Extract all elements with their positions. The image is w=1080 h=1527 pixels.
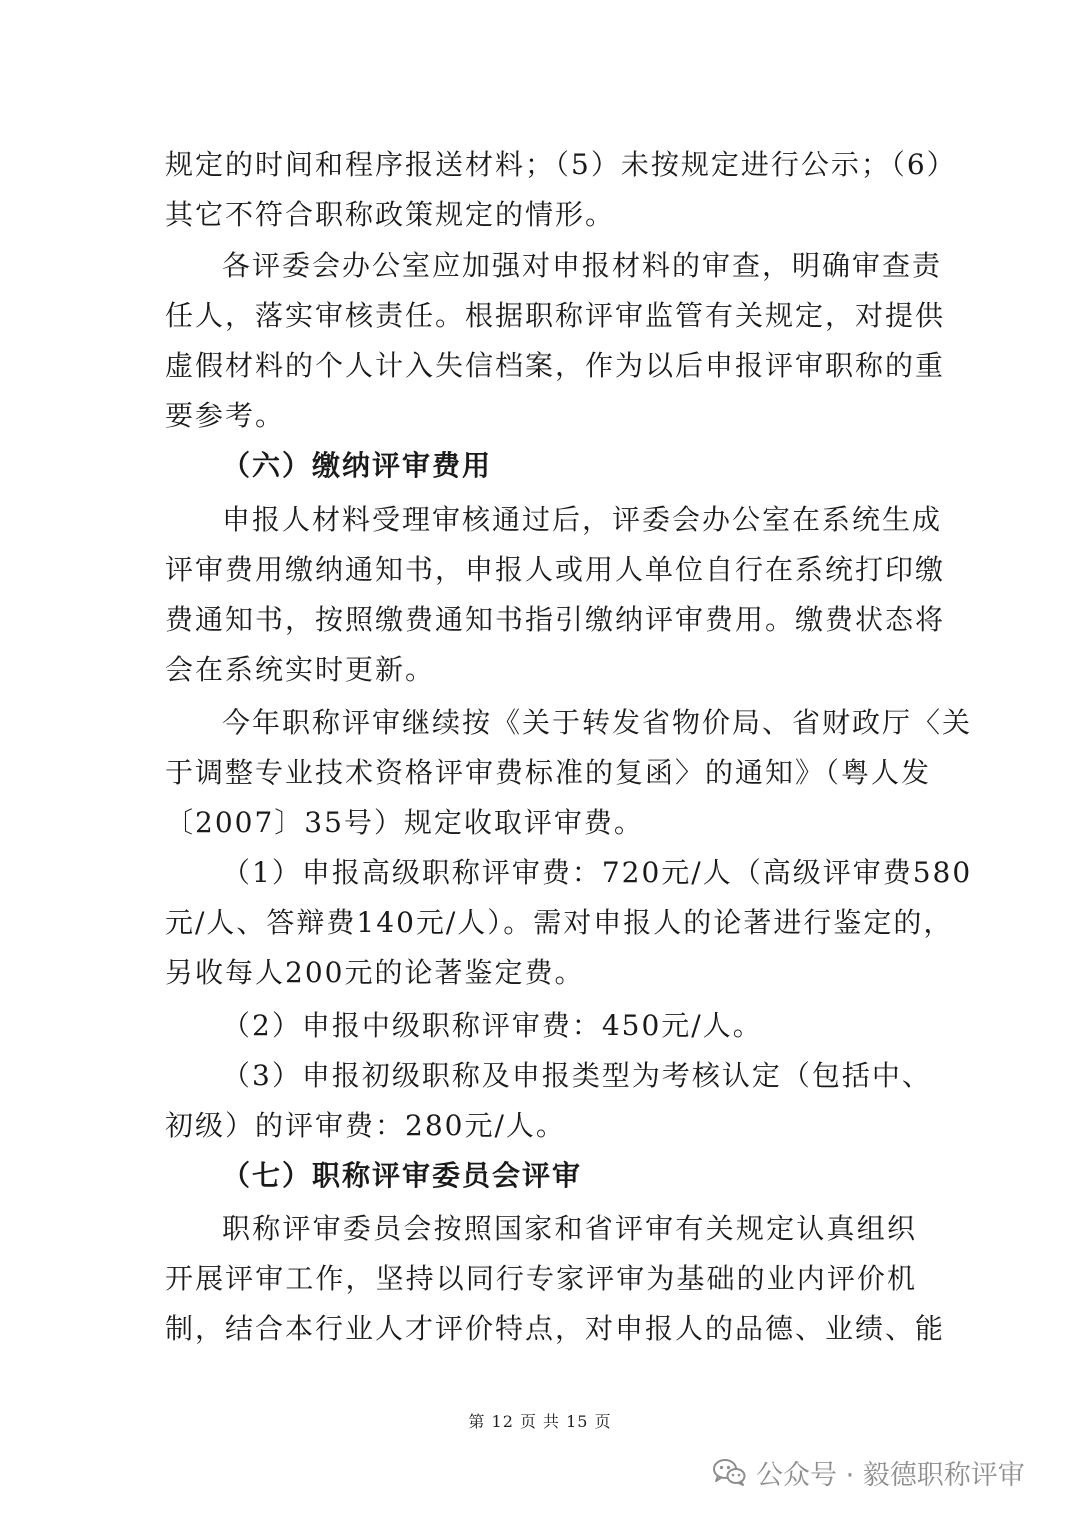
body-line: 初级）的评审费：280元/人。	[165, 1109, 566, 1142]
body-line: 规定的时间和程序报送材料；（5）未按规定进行公示；（6）	[165, 148, 957, 181]
section-heading-6: （六）缴纳评审费用	[222, 449, 493, 482]
fee-item-1: （1）申报高级职称评审费：720元/人（高级评审费580	[222, 856, 973, 889]
body-line: 要参考。	[165, 399, 286, 432]
body-line: 会在系统实时更新。	[165, 653, 436, 686]
body-line: 职称评审委员会按照国家和省评审有关规定认真组织	[222, 1212, 917, 1245]
body-line: 另收每人200元的论著鉴定费。	[165, 956, 585, 989]
body-line: 任人，落实审核责任。根据职称评审监管有关规定，对提供	[165, 299, 946, 332]
body-line: 开展评审工作，坚持以同行专家评审为基础的业内评价机	[165, 1262, 917, 1295]
section-heading-7: （七）职称评审委员会评审	[222, 1159, 583, 1192]
account-watermark	[712, 1453, 1025, 1491]
body-line: 虚假材料的个人计入失信档案，作为以后申报评审职称的重	[165, 349, 946, 382]
body-line: 申报人材料受理审核通过后，评委会办公室在系统生成	[222, 503, 943, 536]
body-line: 制，结合本行业人才评价特点，对申报人的品德、业绩、能	[165, 1312, 946, 1345]
body-line: 今年职称评审继续按《关于转发省物价局、省财政厅〈关	[222, 706, 973, 739]
body-line: 〔2007〕35号）规定收取评审费。	[165, 806, 644, 839]
fee-item-3: （3）申报初级职称及申报类型为考核认定（包括中、	[222, 1059, 932, 1092]
watermark-text: 公众号 · 毅德职称评审	[756, 1459, 1025, 1491]
body-line: 于调整专业技术资格评审费标准的复函〉的通知》（粤人发	[165, 756, 932, 789]
body-line: 费通知书，按照缴费通知书指引缴纳评审费用。缴费状态将	[165, 603, 946, 636]
body-line: 各评委会办公室应加强对申报材料的审查，明确审查责	[222, 249, 943, 282]
page-footer: 第 12 页 共 15 页	[468, 1412, 612, 1431]
body-line: 其它不符合职称政策规定的情形。	[165, 198, 616, 231]
wechat-icon	[712, 1457, 746, 1487]
body-line: 元/人、答辩费140元/人）。需对申报人的论著进行鉴定的，	[165, 906, 954, 939]
fee-item-2: （2）申报中级职称评审费：450元/人。	[222, 1009, 763, 1042]
body-line: 评审费用缴纳通知书，申报人或用人单位自行在系统打印缴	[165, 553, 946, 586]
